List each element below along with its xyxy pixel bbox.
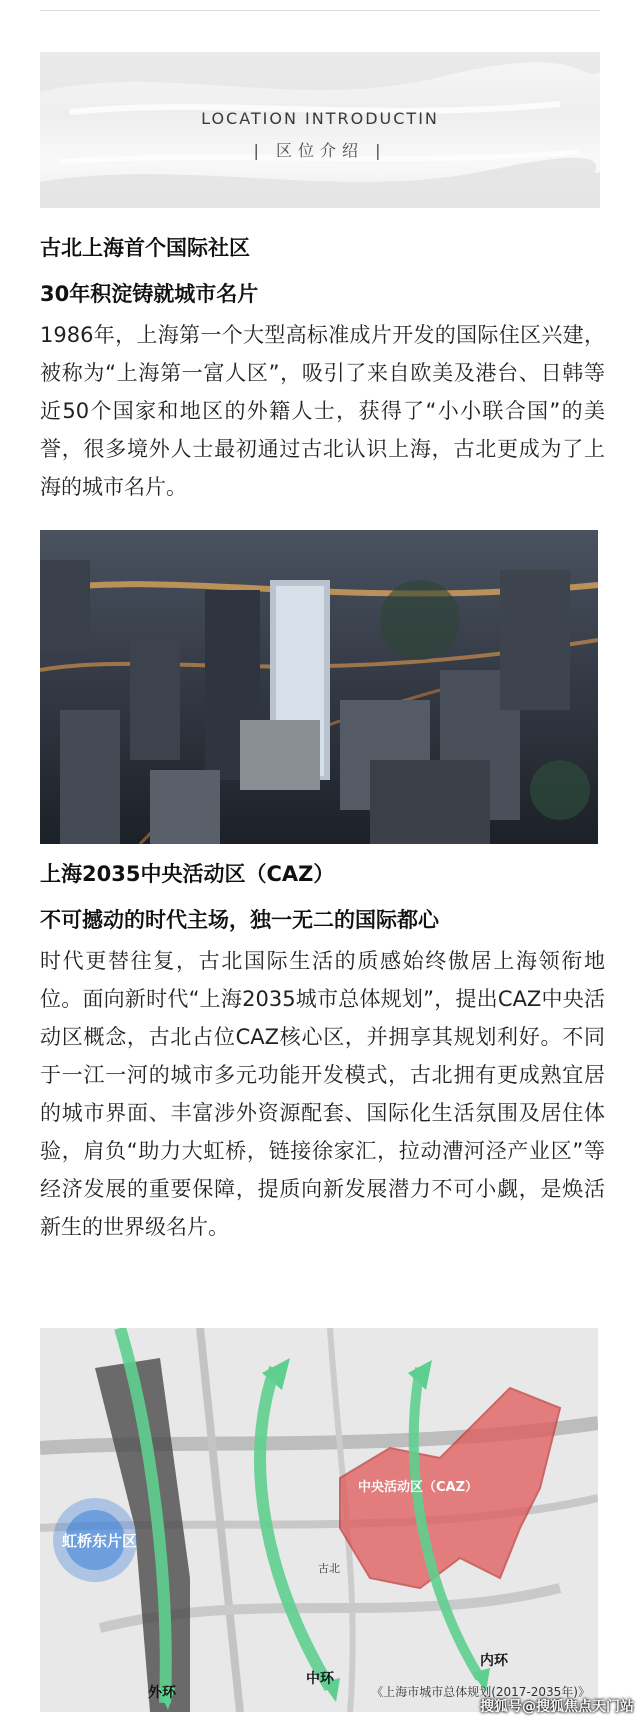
- brush-texture: [40, 52, 600, 208]
- planning-map: [40, 1328, 598, 1712]
- banner-title-en: LOCATION INTRODUCTIN: [201, 109, 439, 128]
- section-banner: [40, 52, 600, 208]
- hongqiao-label: 虹桥东片区: [62, 1532, 138, 1550]
- section1-heading2: 30年积淀铸就城市名片: [40, 282, 259, 306]
- section2-heading1: 上海2035中央活动区（CAZ）: [40, 862, 335, 886]
- ring-middle-label: 中环: [306, 1671, 334, 1687]
- map-caption: 《上海市城市总体规划(2017-2035年)》: [371, 1685, 590, 1699]
- city-aerial-photo: [40, 530, 598, 844]
- banner-title-cn: | 区位介绍 |: [253, 141, 387, 160]
- caz-label: 中央活动区（CAZ）: [358, 1480, 479, 1495]
- watermark: 搜狐号@搜狐焦点天门站: [480, 1699, 634, 1715]
- section1-body: 1986年，上海第一个大型高标准成片开发的国际住区兴建，被称为“上海第一富人区”，吸引了来自欧美及港台、日韩等近50个国家和地区的外籍人士，获得了“小小联合国”的美誉，很多境外人士最初通过古北认识上海，古北更成为了上海的城市名片。: [40, 323, 605, 499]
- gubei-label: 古北: [318, 1562, 340, 1575]
- ring-inner-label: 内环: [480, 1653, 508, 1669]
- ring-outer-label: 外环: [148, 1685, 176, 1701]
- section1-heading1: 古北上海首个国际社区: [40, 236, 250, 260]
- section2-heading2: 不可撼动的时代主场，独一无二的国际都心: [40, 908, 439, 932]
- top-divider: [40, 10, 600, 11]
- section2-body: 时代更替往复，古北国际生活的质感始终傲居上海领衔地位。面向新时代“上海2035城市总体规划”，提出CAZ中央活动区概念，古北占位CAZ核心区，并拥享其规划利好。不同于一江一河的城市多元功能开发模式，古北拥有更成熟宜居的城市界面、丰富涉外资源配套、国际化生活氛围及居住体验，肩负“助力大虹桥，链接徐家汇，拉动漕河泾产业区”等经济发展的重要保障，提质向新发展潜力不可小觑，是焕活新生的世界级名片。: [40, 949, 605, 1239]
